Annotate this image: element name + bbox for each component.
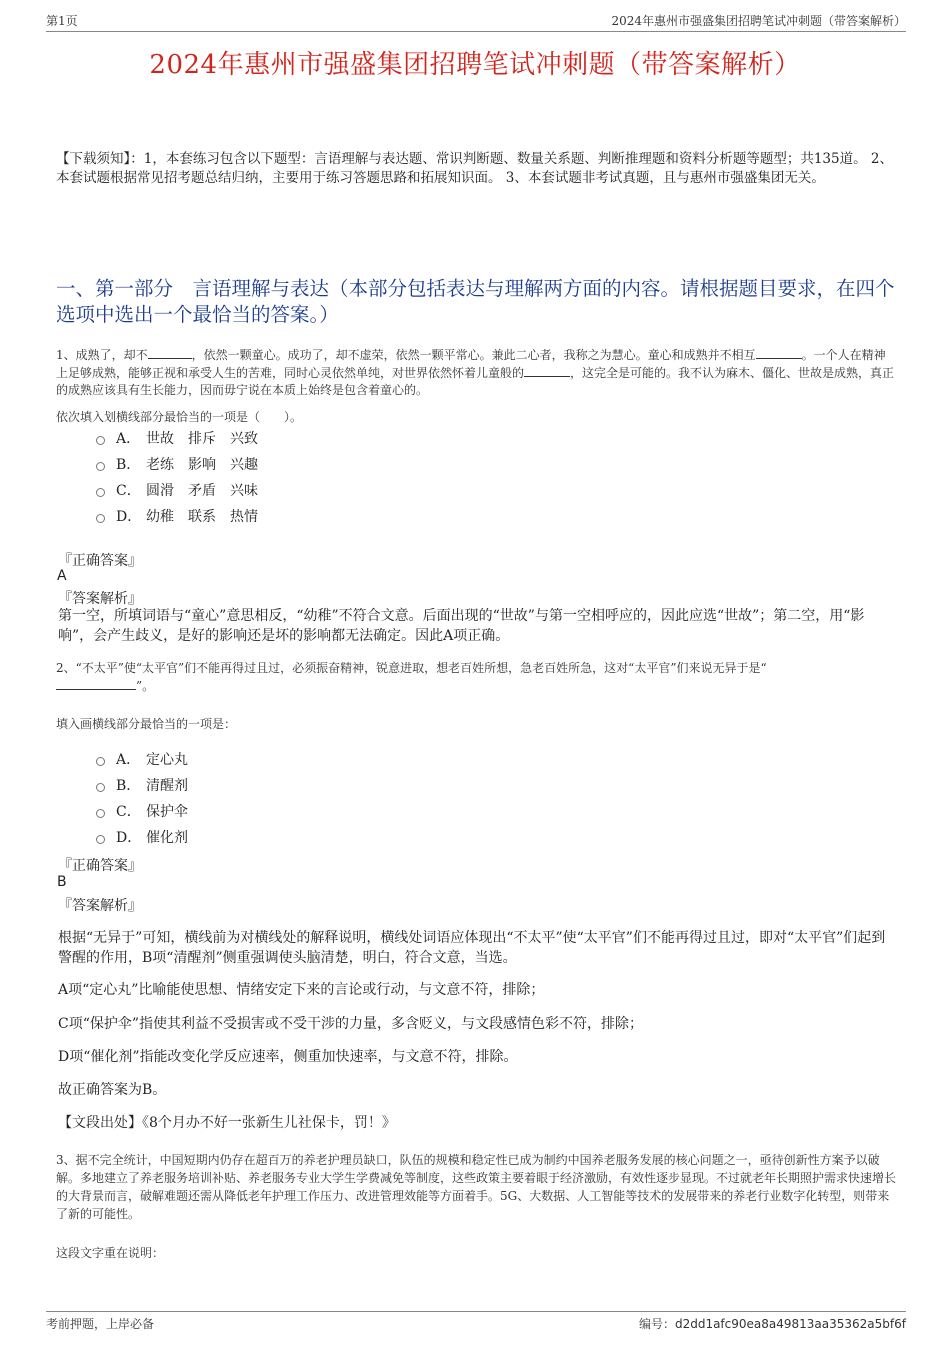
q2-analysis-4: D项“催化剂”指能改变化学反应速率，侧重加快速率，与文意不符，排除。 — [58, 1049, 518, 1065]
question-1-stem — [56, 346, 896, 399]
radio-icon[interactable] — [96, 809, 105, 818]
document-code: d2dd1afc90ea8a49813aa35362a5bf6f — [674, 1317, 906, 1331]
q2-analysis-label: 『答案解析』 — [58, 898, 142, 914]
q1-option-c[interactable]: C． 圆滑 矛盾 兴味 — [96, 477, 496, 503]
footer-slogan: 考前押题，上岸必备 — [46, 1317, 155, 1331]
radio-icon[interactable] — [96, 462, 105, 471]
page-number: 第1页 — [46, 14, 78, 28]
q1-text-part-3: 。一个人在精神上足够成熟，能够正视和承受人生的苦难，同时心灵依然单纯，对世界依然怀着儿童般的 — [56, 348, 886, 380]
question-1-prompt: 依次填入划横线部分最恰当的一项是（ ）。 — [56, 410, 303, 424]
radio-icon[interactable] — [96, 436, 105, 445]
radio-icon[interactable] — [96, 514, 105, 523]
radio-icon[interactable] — [96, 757, 105, 766]
q2-answer: B — [57, 874, 67, 890]
q2-answer-label: 『正确答案』 — [58, 858, 142, 874]
q1-text-part-2: ，依然一颗童心。成功了，却不虚荣，依然一颗平常心。兼此二心者，我称之为慧心。童心和成熟并不相互 — [191, 348, 756, 362]
question-2-stem — [56, 660, 891, 695]
question-2-prompt: 填入画横线部分最恰当的一项是： — [56, 717, 237, 731]
q1-blank-1 — [148, 346, 192, 359]
q1-text-part-4: ，这完全是可能的。我不认为麻木、僵化、世故是成熟，真正的成熟应该具有生长能力，因而毋宁说在本质上始终是包含着童心的。 — [56, 366, 895, 397]
section-heading: 一、第一部分 言语理解与表达（本部分包括表达与理解两方面的内容。请根据题目要求，在四个选项中选出一个最恰当的答案。） — [56, 277, 895, 326]
page-header — [46, 14, 906, 32]
download-notice: 【下载须知】：1，本套练习包含以下题型：言语理解与表达题、常识判断题、数量关系题、判断推理题和资料分析题等题型；共135道。 2、本套试题根据常见招考题总结归纳，主要用于练习答题思路和拓展知识面。 3、本套试题非考试真题，且与惠州市强盛集团无关。 — [56, 151, 893, 186]
q2-blank — [56, 677, 136, 690]
q1-option-a[interactable]: A． 世故 排斥 兴致 — [96, 425, 496, 451]
q2-option-c[interactable]: C． 保护伞 — [96, 798, 496, 824]
header-doc-title: 2024年惠州市强盛集团招聘笔试冲刺题（带答案解析） — [611, 14, 906, 28]
radio-icon[interactable] — [96, 488, 105, 497]
q2-option-a[interactable]: A． 定心丸 — [96, 746, 496, 772]
footer-code-block — [639, 1315, 906, 1332]
question-2-options — [96, 746, 496, 850]
q2-source: 【文段出处】《8个月办不好一张新生儿社保卡，罚！》 — [58, 1115, 396, 1131]
q2-analysis-5: 故正确答案为B。 — [58, 1082, 167, 1098]
q2-option-d[interactable]: D． 催化剂 — [96, 824, 496, 850]
q1-text-part-1: 1、成熟了，却不 — [56, 348, 148, 362]
question-3-stem: 3、据不完全统计，中国短期内仍存在超百万的养老护理员缺口，队伍的规模和稳定性已成为制约中国养老服务发展的核心问题之一，亟待创新性方案予以破解。多地建立了养老服务培训补贴、养老服务专业大学生学费减免等制度，这些政策主要着眼于经济激励，有效性逐步显现。不过就老年长期照护需求快速增长的大背景而言，破解难题还需从降低老年护理工作压力、改进管理效能等方面着手。5G、大数据、人工智能等技术的发展带来的养老行业数字化转型，则带来了新的可能性。 — [56, 1153, 897, 1221]
q2-analysis-2: A项“定心丸”比喻能使思想、情绪安定下来的言论或行动，与文意不符，排除； — [58, 982, 545, 998]
document-title: 2024年惠州市强盛集团招聘笔试冲刺题（带答案解析） — [149, 50, 801, 80]
q2-option-b[interactable]: B． 清醒剂 — [96, 772, 496, 798]
q1-analysis: 第一空，所填词语与“童心”意思相反，“幼稚”不符合文意。后面出现的“世故”与第一空相呼应的，因此应选“世故”；第二空，用“影响”，会产生歧义，是好的影响还是坏的影响都无法确定。因此A项正确。 — [58, 608, 865, 644]
q2-text: 2、“不太平”使“太平官”们不能再得过且过，必须振奋精神，锐意进取，想老百姓所想，急老百姓所急，这对“太平官”们来说无异于是“ — [56, 661, 767, 675]
q1-option-d[interactable]: D． 幼稚 联系 热情 — [96, 503, 496, 529]
q1-blank-3 — [524, 364, 570, 377]
q2-analysis-3: C项“保护伞”指使其利益不受损害或不受干涉的力量，多含贬义，与文段感情色彩不符，排除； — [58, 1016, 644, 1032]
radio-icon[interactable] — [96, 835, 105, 844]
radio-icon[interactable] — [96, 783, 105, 792]
q2-analysis-1: 根据“无异于”可知，横线前为对横线处的解释说明，横线处词语应体现出“不太平”使“太平官”们不能再得过且过，即对“太平官”们起到警醒的作用，B项“清醒剂”侧重强调使头脑清楚，明白，符合文意，当选。 — [58, 930, 886, 966]
q1-blank-2 — [756, 346, 802, 359]
q1-answer: A — [57, 568, 67, 584]
q1-option-b[interactable]: B． 老练 影响 兴趣 — [96, 451, 496, 477]
q2-text-end: ”。 — [136, 679, 155, 693]
footer-code-label: 编号： — [638, 1317, 675, 1331]
page-footer — [46, 1311, 906, 1332]
q1-analysis-label: 『答案解析』 — [58, 591, 142, 607]
q1-answer-label: 『正确答案』 — [58, 553, 142, 569]
question-1-options — [96, 425, 496, 529]
question-3-prompt: 这段文字重在说明： — [56, 1246, 165, 1260]
